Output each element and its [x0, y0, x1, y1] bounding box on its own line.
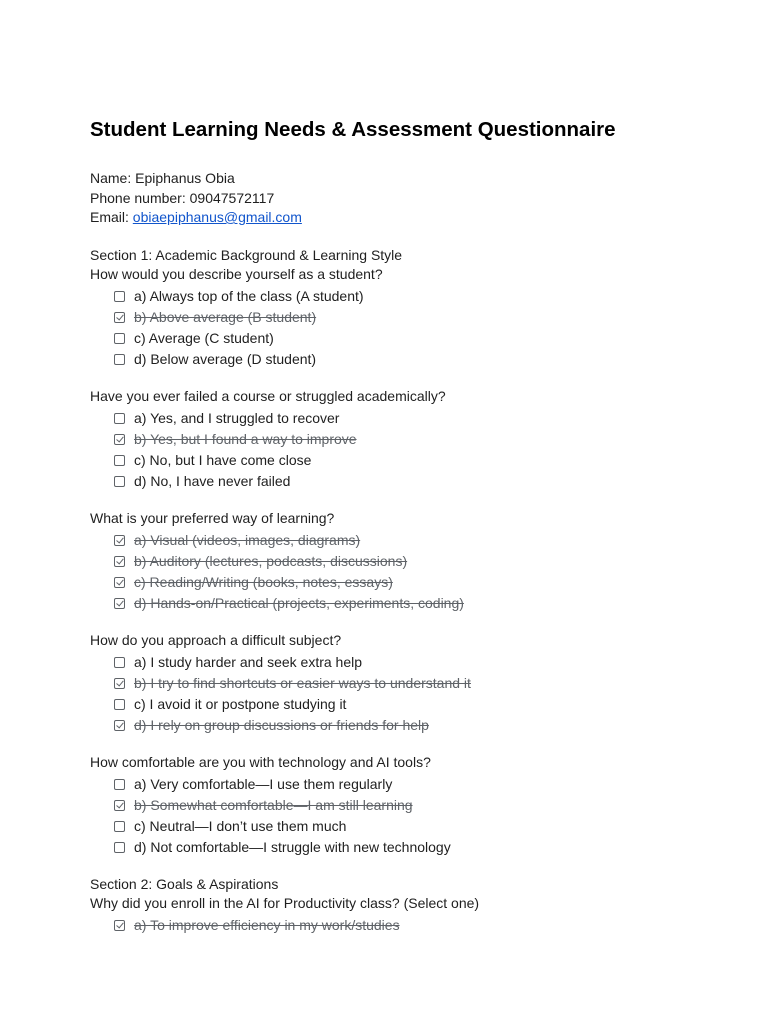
checklist-option[interactable] — [114, 837, 710, 858]
option-label: b) I try to find shortcuts or easier ways to understand it — [134, 675, 471, 691]
checked-checkbox-icon[interactable] — [114, 312, 125, 323]
checkbox-icon[interactable] — [114, 354, 125, 365]
option-label: a) Visual (videos, images, diagrams) — [134, 532, 361, 548]
phone-label: Phone number: — [90, 189, 190, 206]
option-label: a) Very comfortable—I use them regularly — [134, 776, 393, 792]
checkbox-icon[interactable] — [114, 779, 125, 790]
option-list — [90, 286, 710, 370]
option-label: b) Somewhat comfortable—I am still learning — [134, 797, 413, 813]
checked-checkbox-icon[interactable] — [114, 920, 125, 931]
checklist-option[interactable] — [114, 652, 710, 673]
checked-checkbox-icon[interactable] — [114, 800, 125, 811]
name-line — [90, 169, 710, 189]
checkbox-icon[interactable] — [114, 413, 125, 424]
checklist-option[interactable] — [114, 530, 710, 551]
option-list — [90, 408, 710, 492]
checked-checkbox-icon[interactable] — [114, 535, 125, 546]
checkbox-icon[interactable] — [114, 821, 125, 832]
checklist-option[interactable] — [114, 795, 710, 816]
question-text: Why did you enroll in the AI for Productivity class? (Select one) — [90, 894, 480, 911]
email-link[interactable]: obiaepiphanus@gmail.com — [132, 209, 302, 225]
section-1-question-3 — [90, 509, 710, 614]
checked-checkbox-icon[interactable] — [114, 434, 125, 445]
checklist-option[interactable] — [114, 349, 710, 370]
checklist-option[interactable] — [114, 429, 710, 450]
email-label: Email: — [90, 209, 133, 225]
checklist-option[interactable] — [114, 694, 710, 715]
contact-info — [90, 169, 710, 228]
checklist-option[interactable] — [114, 450, 710, 471]
checklist-option[interactable] — [114, 471, 710, 492]
checkbox-icon[interactable] — [114, 291, 125, 302]
checklist-option[interactable] — [114, 408, 710, 429]
option-label: c) Average (C student) — [134, 330, 274, 346]
section-1-question-4 — [90, 631, 710, 736]
option-label: d) Below average (D student) — [134, 351, 317, 367]
phone-value: 09047572117 — [189, 189, 275, 206]
option-label: d) No, I have never failed — [134, 473, 291, 489]
checked-checkbox-icon[interactable] — [114, 678, 125, 689]
document-page — [90, 116, 710, 936]
question-text: Have you ever failed a course or struggled academically? — [90, 387, 446, 404]
section-1-question-5 — [90, 753, 710, 858]
email-line — [90, 208, 710, 228]
option-list — [90, 774, 710, 858]
checkbox-icon[interactable] — [114, 842, 125, 853]
question-text: How do you approach a difficult subject? — [90, 631, 342, 648]
checkbox-icon[interactable] — [114, 333, 125, 344]
checklist-option[interactable] — [114, 816, 710, 837]
option-label: a) Yes, and I struggled to recover — [134, 410, 340, 426]
section-heading: Section 1: Academic Background & Learning Style — [90, 246, 403, 263]
option-label: b) Above average (B student) — [134, 309, 317, 325]
checklist-option[interactable] — [114, 551, 710, 572]
option-label: c) Reading/Writing (books, notes, essays) — [134, 574, 393, 590]
option-label: c) Neutral—I don’t use them much — [134, 818, 347, 834]
option-label: a) I study harder and seek extra help — [134, 654, 363, 670]
option-list — [90, 530, 710, 614]
checklist-option[interactable] — [114, 715, 710, 736]
checked-checkbox-icon[interactable] — [114, 720, 125, 731]
document-title: Student Learning Needs & Assessment Questionnaire — [90, 118, 616, 141]
checklist-option[interactable] — [114, 307, 710, 328]
option-label: a) Always top of the class (A student) — [134, 288, 364, 304]
checklist-option[interactable] — [114, 774, 710, 795]
phone-line — [90, 189, 710, 209]
option-label: b) Auditory (lectures, podcasts, discussions) — [134, 553, 408, 569]
checklist-option[interactable] — [114, 572, 710, 593]
checklist-option[interactable] — [114, 286, 710, 307]
checkbox-icon[interactable] — [114, 657, 125, 668]
name-label: Name: — [90, 170, 136, 186]
option-list — [90, 652, 710, 736]
option-label: d) Hands-on/Practical (projects, experiments, coding) — [134, 595, 464, 611]
section-1-question-2 — [90, 387, 710, 492]
checklist-option[interactable] — [114, 328, 710, 349]
option-label: b) Yes, but I found a way to improve — [134, 431, 357, 447]
option-label: c) No, but I have come close — [134, 452, 312, 468]
option-label: a) To improve efficiency in my work/studies — [134, 917, 400, 933]
section-heading: Section 2: Goals & Aspirations — [90, 875, 279, 892]
question-text: How would you describe yourself as a student? — [90, 265, 383, 282]
checkbox-icon[interactable] — [114, 699, 125, 710]
checkbox-icon[interactable] — [114, 476, 125, 487]
checkbox-icon[interactable] — [114, 455, 125, 466]
option-label: c) I avoid it or postpone studying it — [134, 696, 347, 712]
checklist-option[interactable] — [114, 915, 710, 936]
checklist-option[interactable] — [114, 593, 710, 614]
section-2-question-1 — [90, 875, 710, 936]
question-text: How comfortable are you with technology and AI tools? — [90, 753, 431, 770]
option-list — [90, 915, 710, 936]
name-value: Epiphanus Obia — [135, 170, 235, 186]
checked-checkbox-icon[interactable] — [114, 556, 125, 567]
checklist-option[interactable] — [114, 673, 710, 694]
option-label: d) Not comfortable—I struggle with new technology — [134, 839, 451, 855]
section-1-question-1 — [90, 246, 710, 370]
checked-checkbox-icon[interactable] — [114, 598, 125, 609]
checked-checkbox-icon[interactable] — [114, 577, 125, 588]
option-label: d) I rely on group discussions or friends for help — [134, 717, 429, 733]
question-text: What is your preferred way of learning? — [90, 509, 335, 526]
